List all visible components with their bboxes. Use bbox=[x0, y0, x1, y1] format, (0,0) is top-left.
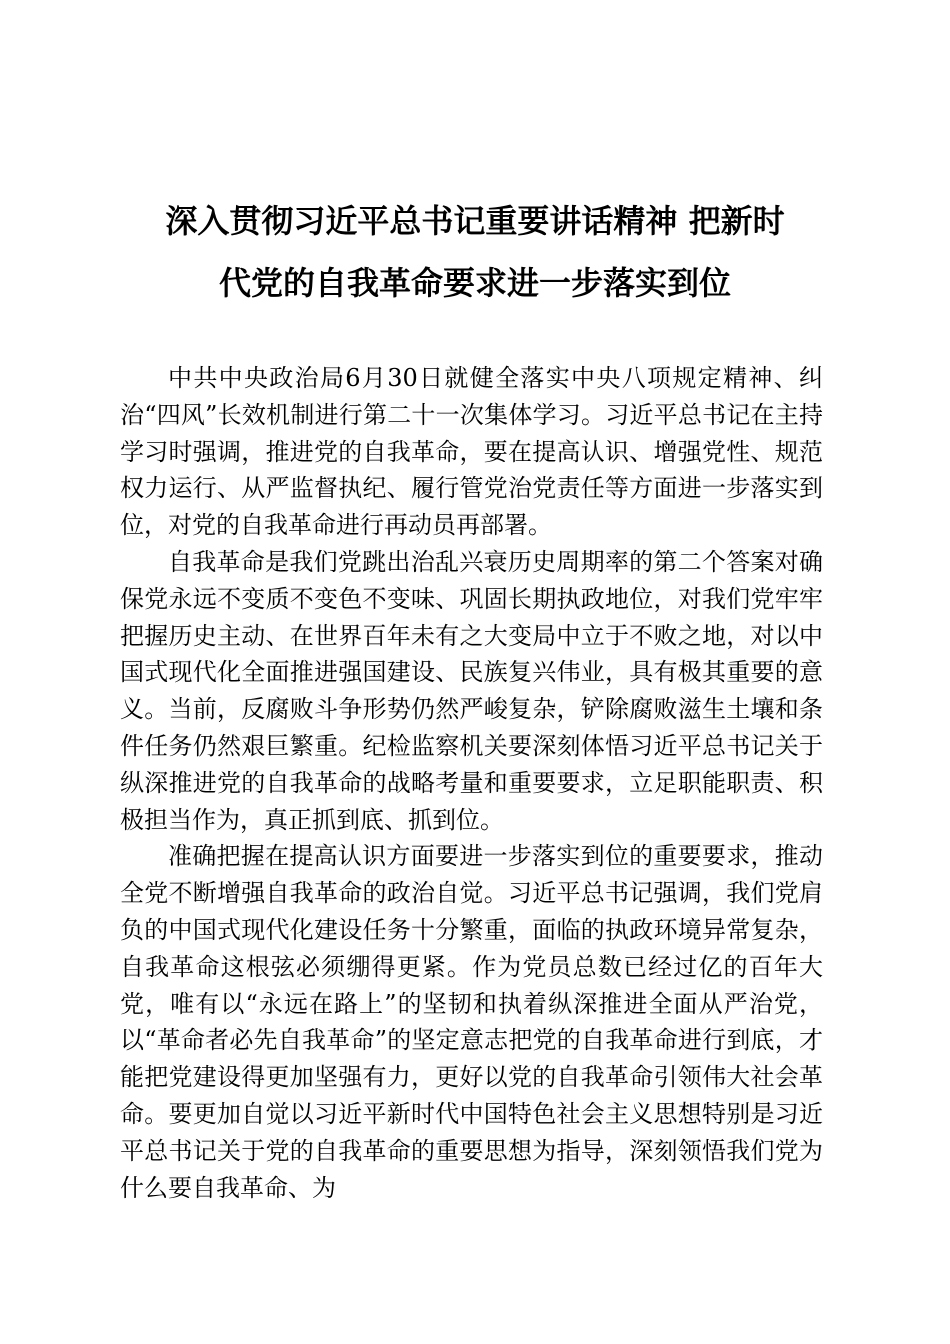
paragraph-3: 准确把握在提高认识方面要进一步落实到位的重要要求，推动全党不断增强自我革命的政治自觉。习近平总书记强调，我们党肩负的中国式现代化建设任务十分繁重，面临的执政环境异常复杂，自我革命这根弦必须绷得更紧。作为党员总数已经过亿的百年大党，唯有以“永远在路上”的坚韧和执着纵深推进全面从严治党，以“革命者必先自我革命”的坚定意志把党的自我革命进行到底，才能把党建设得更加坚强有力，更好以党的自我革命引领伟大社会革命。要更加自觉以习近平新时代中国特色社会主义思想特别是习近平总书记关于党的自我革命的重要思想为指导，深刻领悟我们党为什么要自我革命、为 bbox=[120, 842, 823, 1202]
title-line-2: 代党的自我革命要求进一步落实到位 bbox=[218, 264, 731, 302]
document-title bbox=[110, 190, 840, 314]
paragraph-2: 自我革命是我们党跳出治乱兴衰历史周期率的第二个答案对确保党永远不变质不变色不变味、巩固长期执政地位，对我们党牢牢把握历史主动、在世界百年未有之大变局中立于不败之地，对以中国式现代化全面推进强国建设、民族复兴伟业，具有极其重要的意义。当前，反腐败斗争形势仍然严峻复杂，铲除腐败滋生土壤和条件任务仍然艰巨繁重。纪检监察机关要深刻体悟习近平总书记关于纵深推进党的自我革命的战略考量和重要要求，立足职能职责、积极担当作为，真正抓到底、抓到位。 bbox=[120, 547, 823, 834]
document-body bbox=[120, 360, 823, 1206]
title-line-1: 深入贯彻习近平总书记重要讲话精神 把新时 bbox=[165, 202, 785, 240]
paragraph-1: 中共中央政治局6月30日就健全落实中央八项规定精神、纠治“四风”长效机制进行第二十一次集体学习。习近平总书记在主持学习时强调，推进党的自我革命，要在提高认识、增强党性、规范权力运行、从严监督执纪、履行管党治党责任等方面进一步落实到位，对党的自我革命进行再动员再部署。 bbox=[120, 364, 823, 540]
